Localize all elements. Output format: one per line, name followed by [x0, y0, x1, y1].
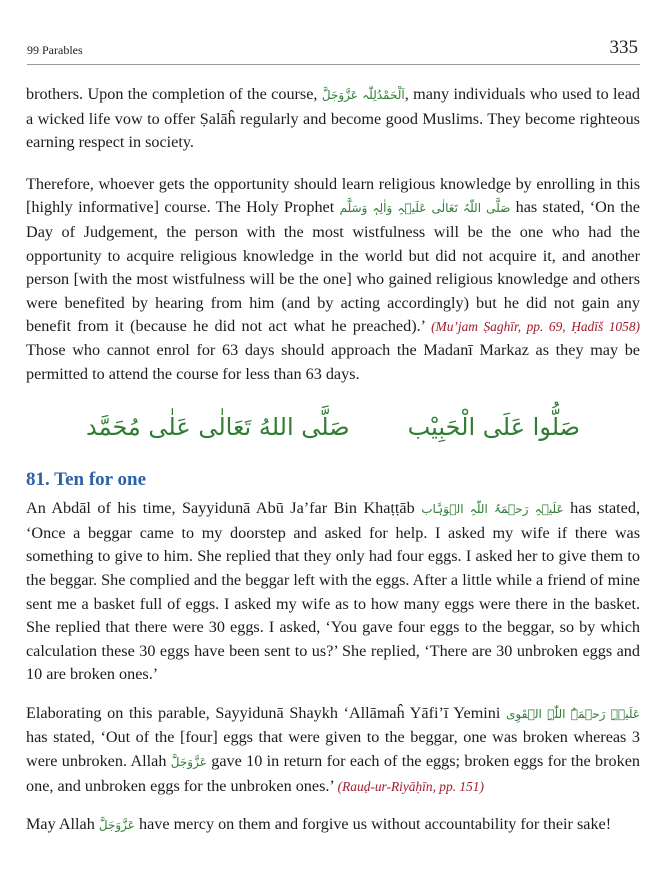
arabic-phrase: عَلَیۡہِ رَحۡمَۃُ اللّٰہِ الۡوَہَّاب — [421, 502, 564, 517]
text: has stated, ‘Once a beggar came to my doorstep and asked for help. I asked my wife if there was something to give to him. She replied that they only had four eggs. I asked her to give them to the beggar. She complied and the beggar left with the eggs. After a little while a friend of mine sent me a basket full of eggs. I asked my wife as to how many eggs were there in the basket. She replied that there were 30 eggs. I asked, ‘You gave four eggs to the beggar, so by which calculation these 30 eggs have been sent to us?’ She replied, ‘There are 30 unbroken eggs and 10 are broken ones.’ — [26, 499, 640, 684]
paragraph-2 — [26, 173, 640, 386]
text: An Abdāl of his time, Sayyidunā Abū Ja’far Bin Khaṭṭāb — [26, 499, 422, 518]
paragraph-1 — [26, 83, 640, 155]
text: gave 10 in return for each of the eggs; broken eggs for the broken one, and unbroken eggs for the unbroken ones.’ — [26, 752, 640, 795]
salat-right: صَلُّوا عَلَى الْحَبِيْب — [407, 413, 581, 442]
text: , many individuals who used to lead a wicked life vow to offer Ṣalāĥ regularly and become good Muslims. They become righteous earning respect in society. — [26, 85, 640, 152]
arabic-phrase: عَزَّوَجَلَّ — [98, 818, 135, 833]
salat-left: صَلَّى اللهُ تَعَالٰى عَلٰى مُحَمَّد — [85, 413, 350, 442]
arabic-phrase: اَلْحَمْدُلِلّٰہ عَزَّوَجَلَّ — [321, 88, 405, 102]
page-body — [26, 83, 640, 838]
arabic-phrase: عَزَّوَجَلَّ — [170, 755, 207, 770]
section-heading: 81. Ten for one — [26, 469, 147, 491]
text: have mercy on them and forgive us without accountability for their sake! — [134, 815, 612, 834]
reference: (Mu’jam Ṣaghīr, pp. 69, Ḥadīš 1058) — [431, 319, 640, 335]
text: Elaborating on this parable, Sayyidunā Shaykh ‘Allāmaĥ Yāfi’ī Yemini — [26, 703, 507, 722]
text: May Allah — [26, 815, 99, 834]
page-header — [27, 36, 640, 65]
arabic-salutation: صَلَّی اللّٰہُ تَعَالٰی عَلَیۡہِ وَاٰلِہٖ وَسَلَّم — [339, 201, 511, 216]
text: Those who cannot enrol for 63 days should approach the Madanī Markaz as they may be permitted to attend the course for less than 63 days. — [26, 340, 640, 383]
text: has stated, ‘Out of the [four] eggs that were given to the beggar, one was broken whereas 3 were unbroken. Allah — [26, 728, 640, 771]
page-number: 335 — [609, 37, 638, 58]
arabic-phrase: عَلَیۡہِ رَحۡمَۃُ اللّٰہِ الۡقَوِی — [506, 706, 641, 721]
text: has stated, ‘On the Day of Judgement, the person with the most wistfulness will be the one who had the opportunity to acquire religious knowledge in the world but did not acquire it, and another person [with the most wistfulness will be the one] who gained religious knowledge and others were benefited by hearing from him (and by acting accordingly) but he did not gain any benefit from it (because he did not act what he preached).’ — [26, 198, 640, 336]
book-title: 99 Parables — [27, 43, 83, 57]
paragraph-4 — [26, 702, 640, 798]
paragraph-3 — [26, 497, 640, 687]
text: Therefore, whoever gets the opportunity should learn religious knowledge by enrolling in this [highly informative] course. The Holy Prophet — [26, 174, 640, 217]
text: brothers. Upon the completion of the course, — [26, 85, 322, 103]
salat-line — [26, 386, 640, 468]
reference: (Rauḍ-ur-Riyāḥīn, pp. 151) — [337, 778, 484, 794]
paragraph-5 — [26, 813, 640, 838]
